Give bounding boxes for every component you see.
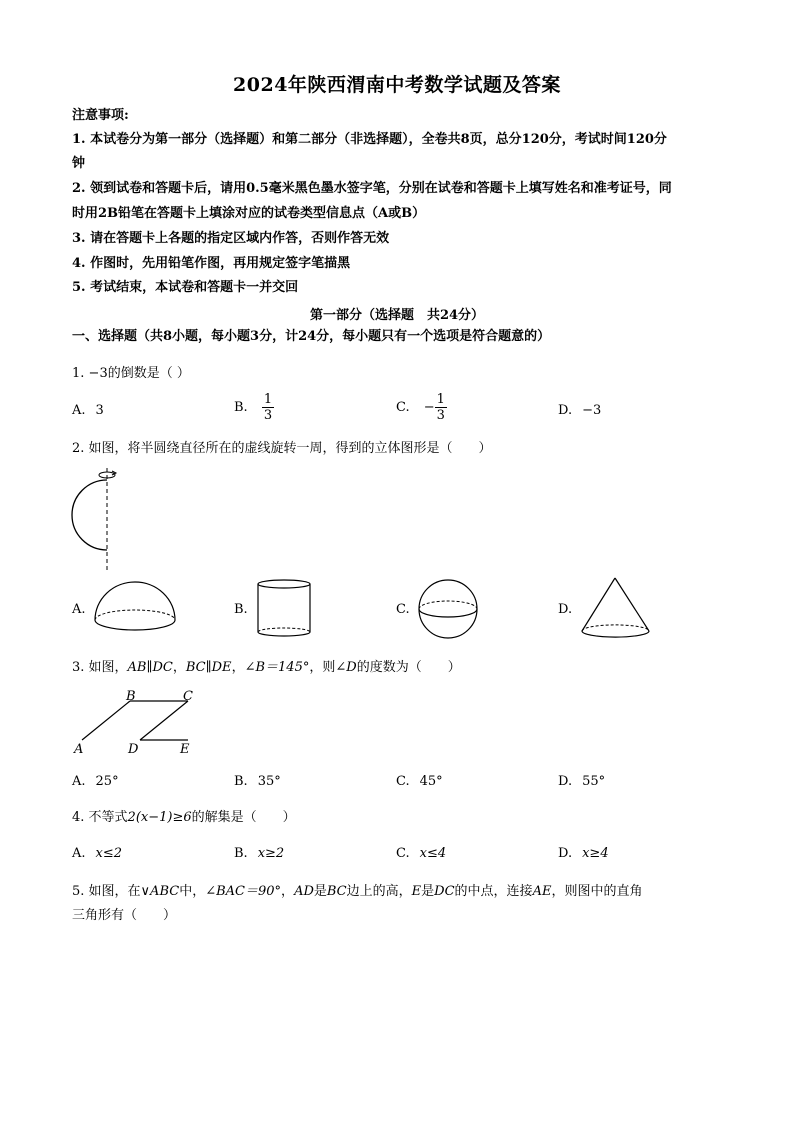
option-label: D. [558,774,573,789]
notice-item-2-cont: 时用2B铅笔在答题卡上填涂对应的试卷类型信息点（A或B） [72,206,426,221]
question-5: 5. 如图，在∨ABC中，∠BAC＝90°，AD是BC边上的高，E是DC的中点，连接AE，则图中的直角 [72,884,643,899]
q2-option-b[interactable] [234,602,248,617]
q3-condition-1: AB∥DC [127,660,173,675]
q1-option-d[interactable] [558,403,601,418]
q3-target: ∠D [335,660,357,675]
q3-separator: ， [231,660,245,675]
q3-option-c[interactable] [396,774,443,789]
sphere-icon [417,577,481,641]
cone-icon [578,575,654,641]
option-label: C. [396,846,410,861]
notice-item-5: 5. 考试结束，本试卷和答题卡一并交回 [72,280,299,295]
q4-option-d[interactable] [558,846,609,861]
option-value: 25° [95,774,119,789]
option-value: 55° [582,774,606,789]
question-1 [72,366,190,382]
part-title: 第一部分（选择题 共24分） [309,308,485,323]
q3-separator: ， [172,660,186,675]
option-label: A. [72,846,86,861]
q2-option-c[interactable] [396,602,410,617]
question-5-cont: 三角形有（ ） [72,908,177,923]
option-value: 3 [95,403,104,418]
q3-option-d[interactable] [558,774,605,789]
q5-angle: ∠BAC＝90° [205,884,282,899]
question-4 [72,810,296,826]
option-value: x≤4 [419,846,447,861]
label-E: E [180,742,190,757]
q3-option-b[interactable] [234,774,281,789]
q4-inequality: 2(x−1)≥6 [127,810,192,825]
q3-condition-3: ∠B＝145° [244,660,310,675]
q4-option-c[interactable] [396,846,446,861]
option-label: D. [558,846,573,861]
q3-suffix: 的度数为（ ） [356,660,461,675]
q1-expression: −3 [88,366,108,381]
q1-text: 的倒数是（ ） [107,366,190,381]
section-title: 一、选择题（共8小题，每小题3分，计24分，每小题只有一个选项是符合题意的） [72,329,551,344]
option-value: −3 [582,403,602,418]
label-B: B [126,689,136,704]
option-value: x≤2 [95,846,123,861]
option-label: C. [396,774,410,789]
option-value: x≥4 [582,846,609,861]
parallel-lines-figure [70,688,200,758]
notice-item-4: 4. 作图时，先用铅笔作图，再用规定签字笔描黑 [72,256,351,271]
notice-item-2: 2. 领到试卷和答题卡后，请用0.5毫米黑色墨水签字笔，分别在试卷和答题卡上填写姓名和准考证号，同 [72,181,672,196]
option-value: 45° [419,774,443,789]
question-number: 1. [72,366,85,381]
option-label: A. [72,602,86,617]
option-label: C. [396,602,410,617]
notice-item-1: 1. 本试卷分为第一部分（选择题）和第二部分（非选择题），全卷共8页，总分120分，考试时间120分 [72,132,667,147]
fraction: $\frac{1}{3}$ [263,392,273,423]
q3-option-a[interactable] [72,774,119,789]
option-label: A. [72,403,86,418]
label-D: D [128,742,139,757]
q1-option-b[interactable] [234,392,274,423]
option-label: A. [72,774,86,789]
option-label: B. [234,846,248,861]
semicircle-rotation-figure [68,466,128,576]
option-label: B. [234,400,248,415]
option-value: 35° [257,774,281,789]
q1-option-a[interactable] [72,403,104,418]
option-label: B. [234,602,248,617]
option-label: C. [396,400,410,415]
notice-item-3: 3. 请在答题卡上各题的指定区域内作答，否则作答无效 [72,231,390,246]
notice-item-1-cont: 钟 [72,156,86,171]
q4-option-a[interactable] [72,846,122,861]
option-label: D. [558,403,573,418]
page-title: 2024年陕西渭南中考数学试题及答案 [233,74,561,96]
q4-suffix: 的解集是（ ） [191,810,296,825]
label-A: A [74,742,84,757]
q3-mid: ，则 [309,660,336,675]
label-C: C [183,689,193,704]
q4-option-b[interactable] [234,846,284,861]
q2-option-d[interactable] [558,602,572,617]
notice-heading: 注意事项: [72,108,129,123]
question-2: 2. 如图，将半圆绕直径所在的虚线旋转一周，得到的立体图形是（ ） [72,441,492,456]
option-label: D. [558,602,573,617]
question-3 [72,660,461,676]
hemisphere-icon [92,580,178,636]
q4-prefix: 4. 不等式 [72,810,128,825]
q3-prefix: 3. 如图， [72,660,128,675]
option-label: B. [234,774,248,789]
semicircle [72,480,107,550]
fraction: $\frac{1}{3}$ [436,392,445,423]
q5-triangle: ∨ABC [140,884,180,899]
q3-condition-2: BC∥DE [185,660,232,675]
cylinder-icon [255,578,315,640]
q2-option-a[interactable] [72,602,86,617]
option-value: x≥2 [257,846,285,861]
minus-sign: − [423,400,435,415]
q1-option-c[interactable] [396,392,447,423]
